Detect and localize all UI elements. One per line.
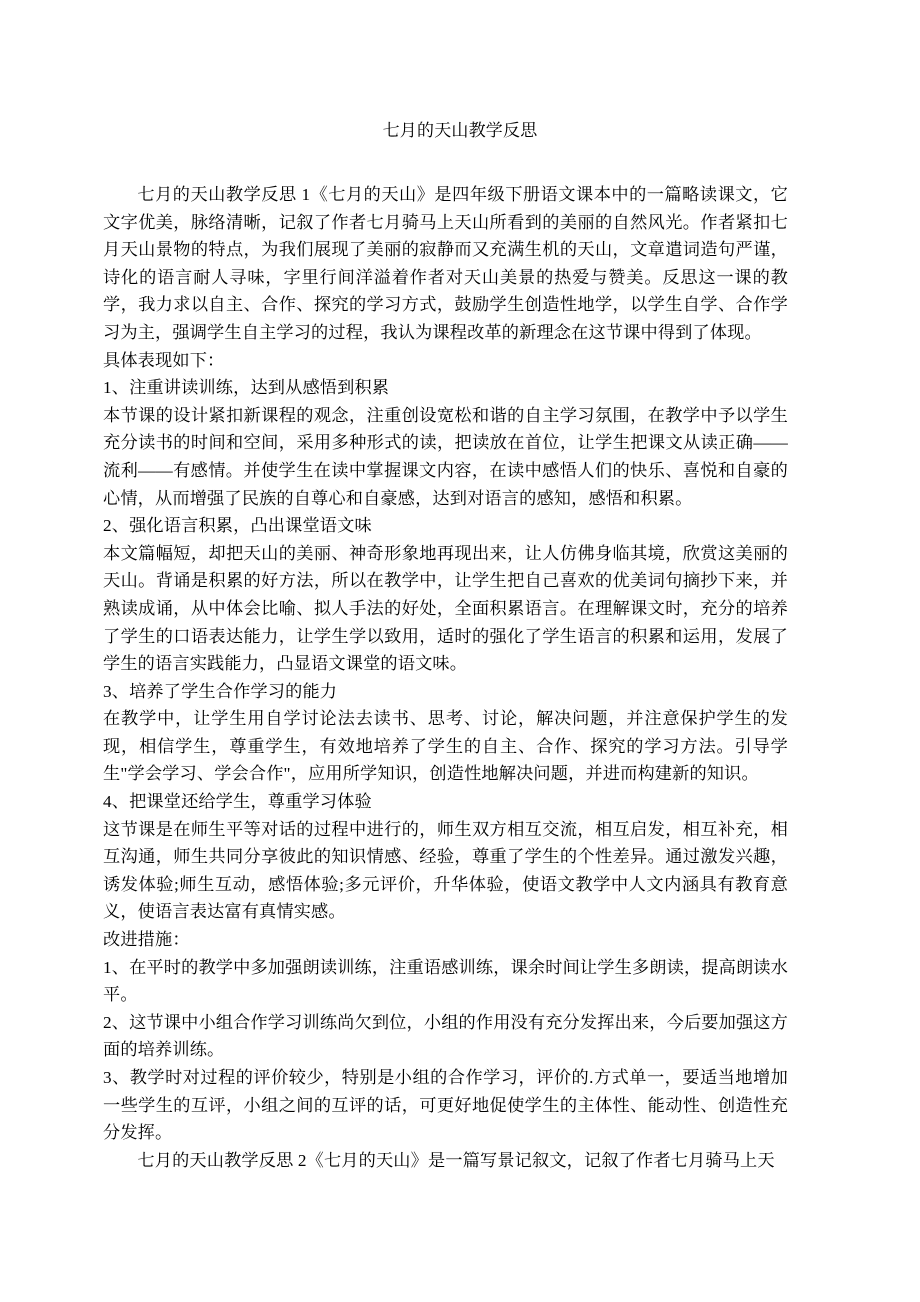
paragraph: 七月的天山教学反思 2《七月的天山》是一篇写景记叙文，记叙了作者七月骑马上天	[137, 1150, 775, 1170]
document-body	[103, 181, 788, 1174]
paragraph: 这节课是在师生平等对话的过程中进行的，师生双方相互交流，相互启发，相互补充，相互沟通，师生共同分享彼此的知识情感、经验，尊重了学生的个性差异。通过激发兴趣，诱发体验;师生互动，感悟体验;多元评价，升华体验，使语文教学中人文内涵具有教育意义，使语言表达富有真情实感。	[103, 819, 788, 922]
paragraph: 具体表现如下：	[103, 350, 225, 370]
paragraph: 2、这节课中小组合作学习训练尚欠到位，小组的作用没有充分发挥出来，今后要加强这方面的培养训练。	[103, 1012, 788, 1060]
paragraph: 3、培养了学生合作学习的能力	[103, 681, 338, 701]
page-title: 七月的天山教学反思	[382, 121, 538, 140]
paragraph: 本文篇幅短，却把天山的美丽、神奇形象地再现出来，让人仿佛身临其境，欣赏这美丽的天山。背诵是积累的好方法，所以在教学中，让学生把自己喜欢的优美词句摘抄下来，并熟读成诵，从中体会比喻、拟人手法的好处，全面积累语言。在理解课文时，充分的培养了学生的口语表达能力，让学生学以致用，适时的强化了学生语言的积累和运用，发展了学生的语言实践能力，凸显语文课堂的语文味。	[103, 543, 788, 674]
paragraph: 在教学中，让学生用自学讨论法去读书、思考、讨论，解决问题，并注意保护学生的发现，相信学生，尊重学生，有效地培养了学生的自主、合作、探究的学习方法。引导学生"学会学习、学会合作"，应用所学知识，创造性地解决问题，并进而构建新的知识。	[103, 709, 788, 784]
paragraph: 1、注重讲读训练，达到从感悟到积累	[103, 378, 390, 398]
paragraph: 1、在平时的教学中多加强朗读训练，注重语感训练，课余时间让学生多朗读，提高朗读水平。	[103, 957, 788, 1005]
paragraph: 3、教学时对过程的评价较少，特别是小组的合作学习，评价的.方式单一，要适当地增加一些学生的互评，小组之间的互评的话，可更好地促使学生的主体性、能动性、创造性充分发挥。	[103, 1068, 788, 1143]
paragraph: 本节课的设计紧扣新课程的观念，注重创设宽松和谐的自主学习氛围，在教学中予以学生充分读书的时间和空间，采用多种形式的读，把读放在首位，让学生把课文从读正确――流利――有感情。并使学生在读中掌握课文内容，在读中感悟人们的快乐、喜悦和自豪的心情，从而增强了民族的自尊心和自豪感，达到对语言的感知，感悟和积累。	[103, 405, 788, 508]
paragraph: 4、把课堂还给学生，尊重学习体验	[103, 792, 372, 812]
paragraph: 2、强化语言积累，凸出课堂语文味	[103, 516, 372, 536]
paragraph: 改进措施：	[103, 930, 190, 950]
paragraph: 七月的天山教学反思 1《七月的天山》是四年级下册语文课本中的一篇略读课文，它文字优美，脉络清晰，记叙了作者七月骑马上天山所看到的美丽的自然风光。作者紧扣七月天山景物的特点，为我们展现了美丽的寂静而又充满生机的天山，文章遣词造句严谨，诗化的语言耐人寻味，字里行间洋溢着作者对天山美景的热爱与赞美。反思这一课的教学，我力求以自主、合作、探究的学习方式，鼓励学生创造性地学，以学生自学、合作学习为主，强调学生自主学习的过程，我认为课程改革的新理念在这节课中得到了体现。	[103, 185, 788, 342]
